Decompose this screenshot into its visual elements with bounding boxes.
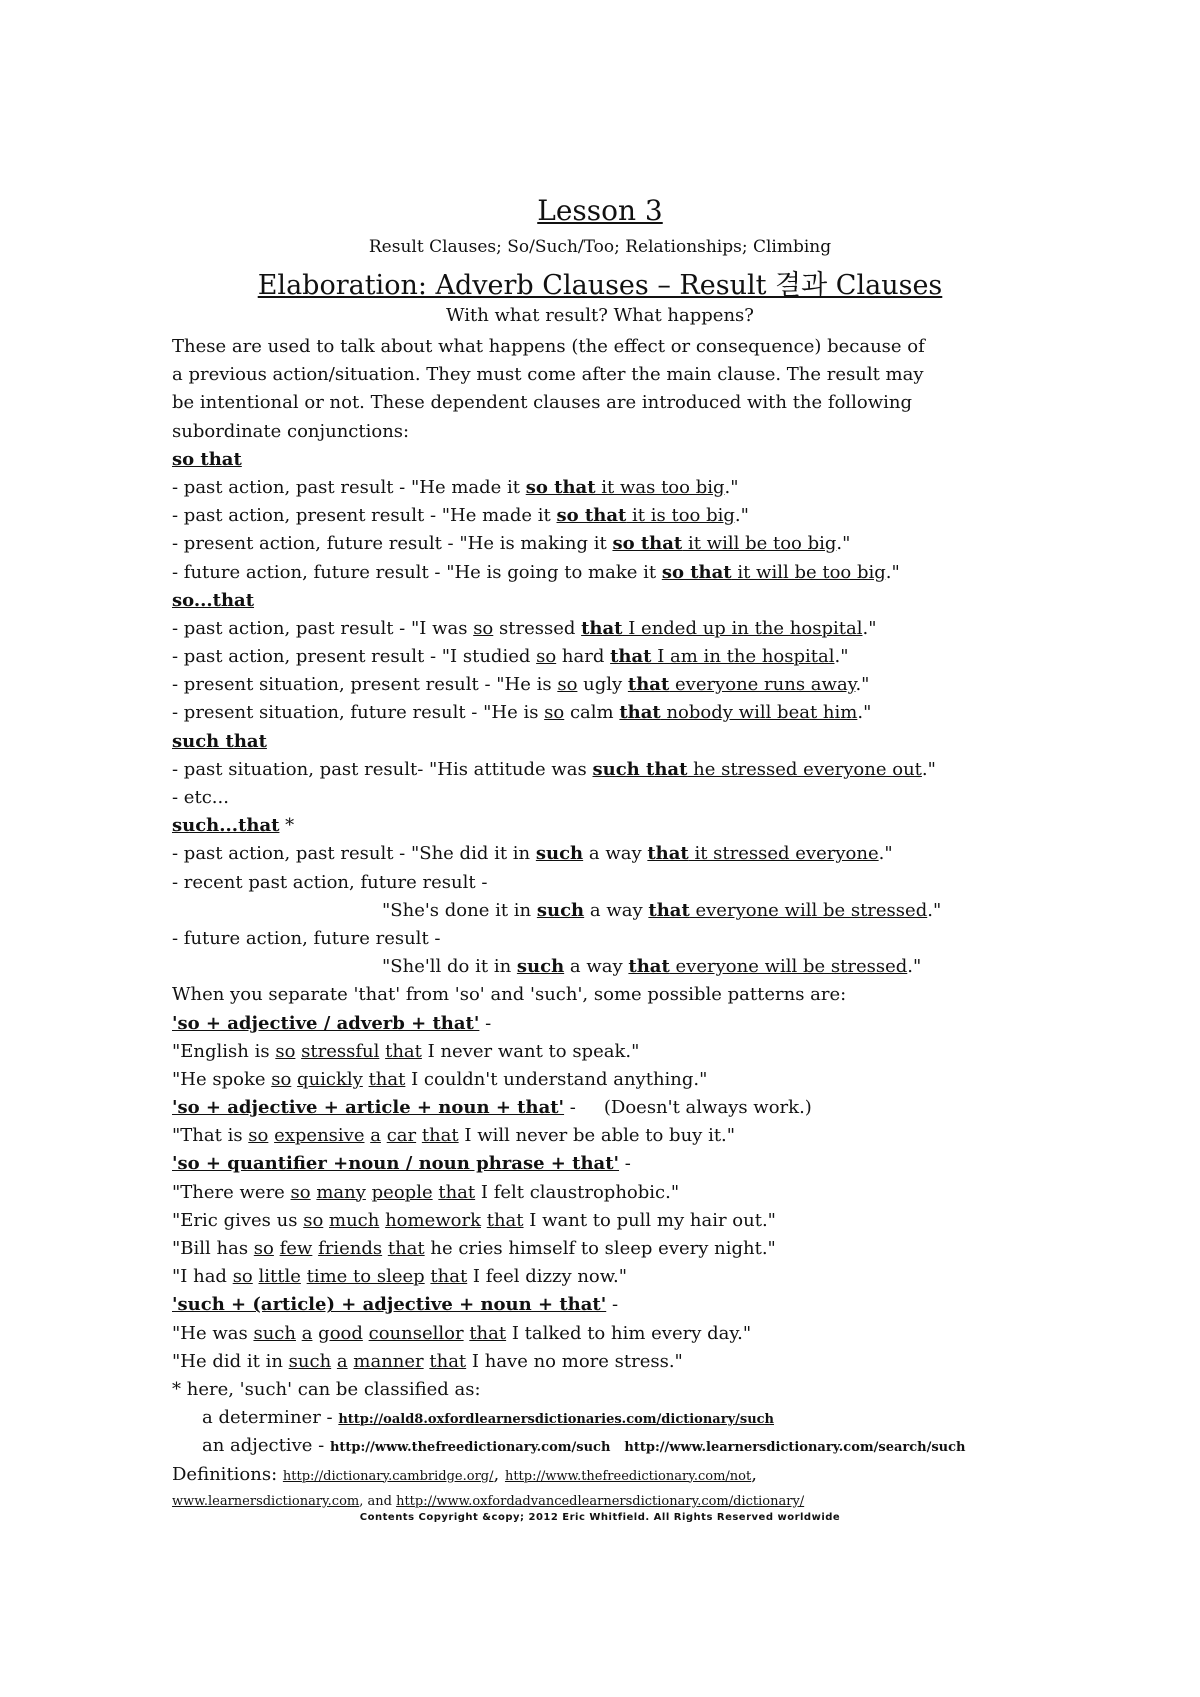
copyright-footer: Contents Copyright &copy; 2012 Eric Whitfield. All Rights Reserved worldwide: [359, 1512, 841, 1523]
example-label: - future action, future result -: [172, 927, 441, 949]
pattern-example: "Bill has so few friends that he cries himself to sleep every night.": [172, 1238, 776, 1259]
pattern-example: "Eric gives us so much homework that I want to pull my hair out.": [172, 1209, 776, 1231]
example-line: - present situation, present result - "He is so ugly that everyone runs away.": [172, 674, 870, 696]
etc-line: - etc...: [172, 787, 229, 808]
adjective-note: an adjective - http://www.thefreedictionary.com/such http://www.learnersdictionary.com/search/such: [202, 1435, 966, 1457]
example-line: - past action, past result - "He made it so that it was too big.": [172, 476, 739, 498]
intro-line: a previous action/situation. They must come after the main clause. The result may: [172, 364, 924, 386]
pattern-example: "That is so expensive a car that I will never be able to buy it.": [172, 1125, 736, 1147]
example-line: - present action, future result - "He is making it so that it will be too big.": [172, 533, 851, 555]
patterns-intro: When you separate 'that' from 'so' and 'such', some possible patterns are:: [172, 984, 847, 1006]
example-line: - past action, present result - "He made it so that it is too big.": [172, 505, 749, 527]
pattern-heading: 'so + adjective + article + noun + that' - (Doesn't always work.): [172, 1097, 812, 1119]
definitions-line: www.learnersdictionary.com, and http://www.oxfordadvancedlearnersdictionary.com/dictionary/: [172, 1493, 805, 1509]
determiner-link[interactable]: http://oald8.oxfordlearnersdictionaries.com/dictionary/such: [338, 1412, 775, 1428]
footnote-star: * here, 'such' can be classified as:: [172, 1378, 481, 1400]
example-line: - past action, past result - "She did it in such a way that it stressed everyone.": [172, 843, 893, 865]
pattern-example: "He spoke so quickly that I couldn't understand anything.": [172, 1068, 708, 1090]
definition-link-learners[interactable]: www.learnersdictionary.com: [172, 1493, 360, 1509]
example-line: "She'll do it in such a way that everyone will be stressed.": [382, 956, 922, 978]
adjective-link-1[interactable]: http://www.thefreedictionary.com/such: [329, 1440, 611, 1456]
guiding-question: With what result? What happens?: [446, 305, 754, 326]
definition-link-freedictionary[interactable]: http://www.thefreedictionary.com/not: [504, 1468, 752, 1484]
adjective-link-2[interactable]: http://www.learnersdictionary.com/search/such: [624, 1440, 966, 1456]
pattern-example: "There were so many people that I felt claustrophobic.": [172, 1181, 680, 1203]
pattern-heading: 'so + adjective / adverb + that' -: [172, 1012, 492, 1034]
pattern-heading: 'such + (article) + adjective + noun + that' -: [172, 1294, 619, 1316]
conjunction-heading-so-that-split: so...that: [172, 589, 255, 611]
conjunction-heading-such-that-split: such...that *: [172, 815, 295, 837]
intro-line: be intentional or not. These dependent clauses are introduced with the following: [172, 392, 913, 414]
pattern-heading: 'so + quantifier +noun / noun phrase + that' -: [172, 1153, 631, 1175]
pattern-example: "I had so little time to sleep that I feel dizzy now.": [172, 1266, 628, 1288]
example-line: "She's done it in such a way that everyone will be stressed.": [382, 899, 942, 921]
intro-line: These are used to talk about what happens (the effect or consequence) because of: [172, 336, 925, 357]
intro-line: subordinate conjunctions:: [172, 420, 410, 442]
conjunction-heading-so-that: so that: [172, 448, 242, 470]
pattern-example: "He was such a good counsellor that I talked to him every day.": [172, 1322, 752, 1344]
section-heading: Elaboration: Adverb Clauses – Result 결과 Clauses: [257, 270, 943, 301]
example-line: - past action, past result - "I was so stressed that I ended up in the hospital.": [172, 617, 877, 639]
example-line: - past action, present result - "I studied so hard that I am in the hospital.": [172, 646, 849, 668]
lesson-title: Lesson 3: [537, 194, 663, 227]
determiner-note: a determiner - http://oald8.oxfordlearnersdictionaries.com/dictionary/such: [202, 1407, 775, 1429]
definition-link-oxford[interactable]: http://www.oxfordadvancedlearnersdictionary.com/dictionary/: [396, 1493, 805, 1509]
definitions-line: Definitions: http://dictionary.cambridge.org/, http://www.thefreedictionary.com/not,: [172, 1463, 757, 1485]
example-line: - past situation, past result- "His attitude was such that he stressed everyone out.": [172, 758, 936, 780]
example-line: - future action, future result - "He is going to make it so that it will be too big.": [172, 561, 900, 583]
lesson-subtitle: Result Clauses; So/Such/Too; Relationships; Climbing: [368, 237, 832, 257]
example-line: - present situation, future result - "He is so calm that nobody will beat him.": [172, 702, 872, 724]
definition-link-cambridge[interactable]: http://dictionary.cambridge.org/: [282, 1468, 494, 1484]
pattern-example: "English is so stressful that I never want to speak.": [172, 1040, 640, 1062]
conjunction-heading-such-that: such that: [172, 730, 267, 752]
pattern-example: "He did it in such a manner that I have no more stress.": [172, 1350, 683, 1372]
lesson-body: [172, 333, 1052, 1511]
example-label: - recent past action, future result -: [172, 871, 488, 893]
